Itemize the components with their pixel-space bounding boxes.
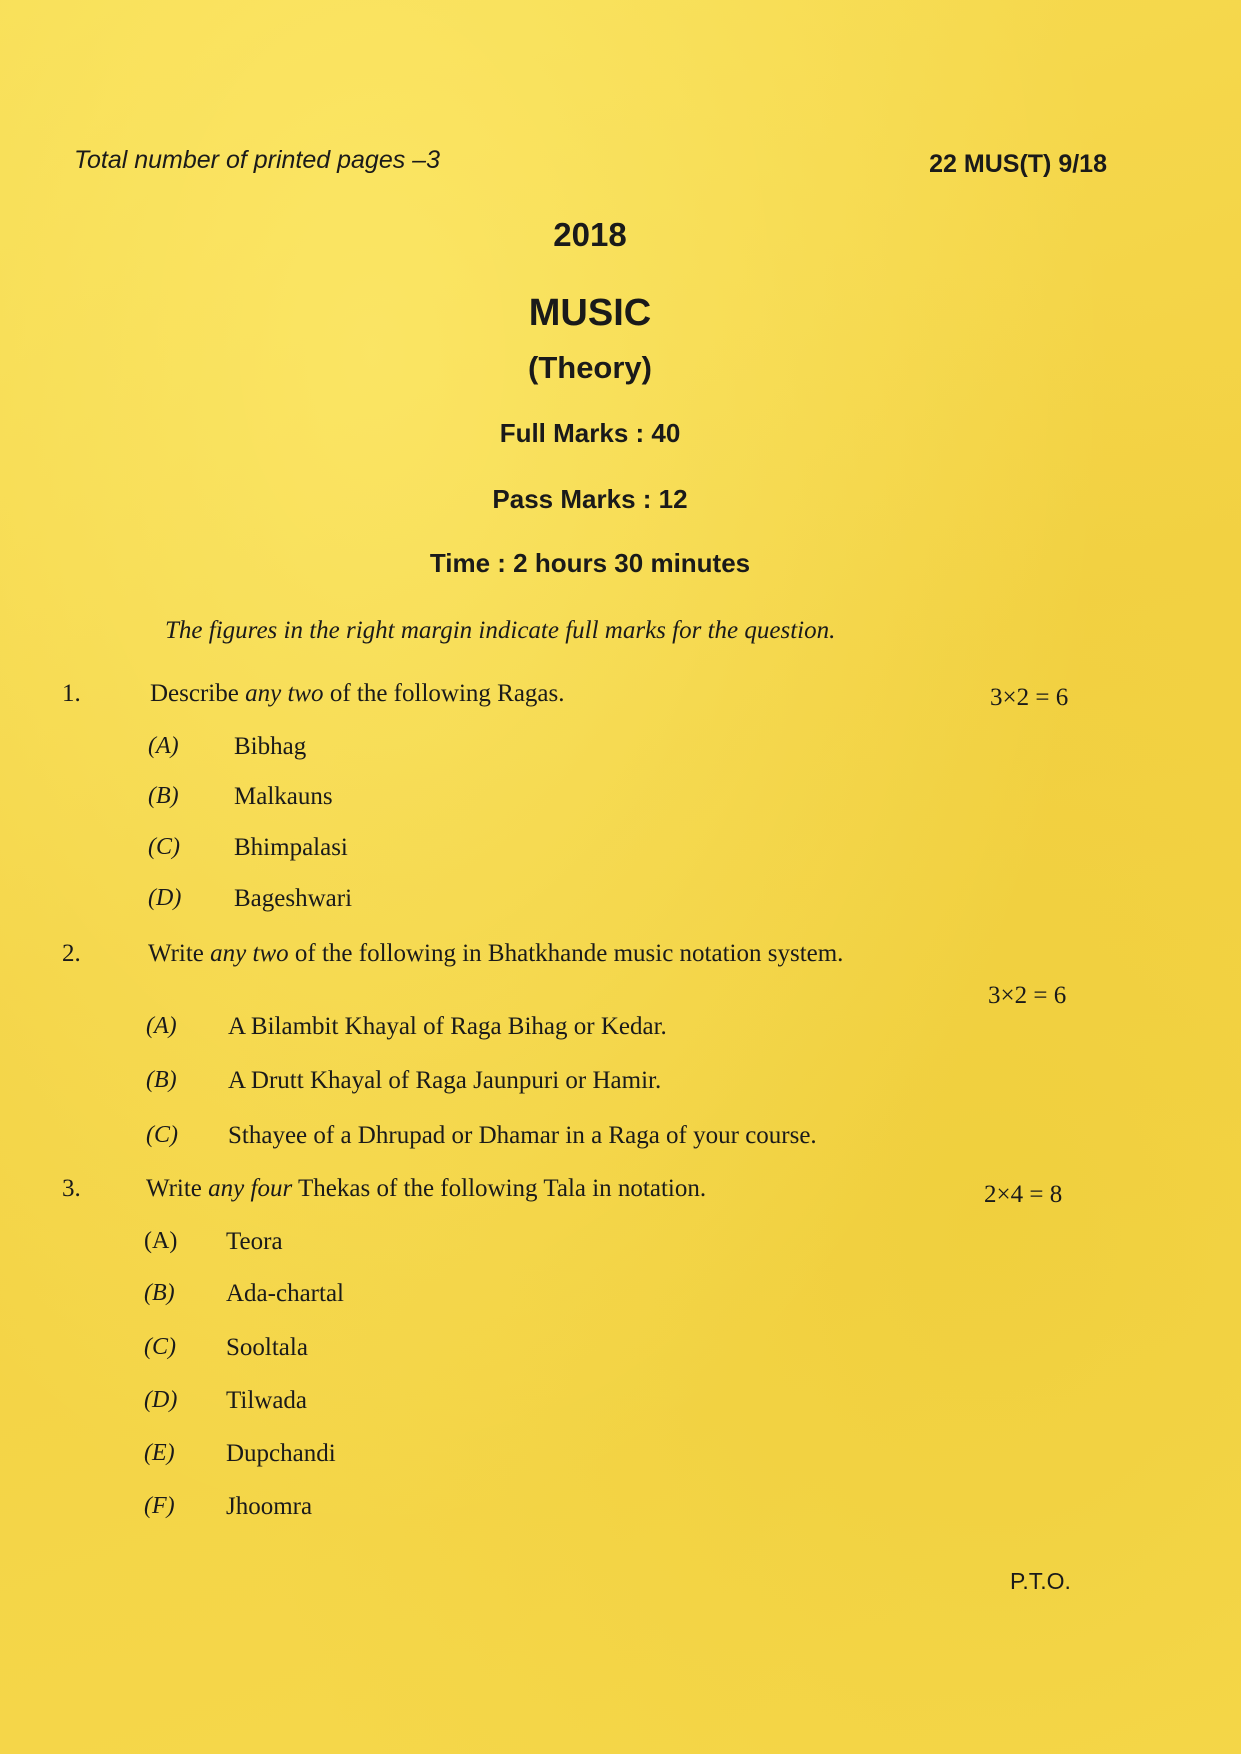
question-1-option-text: Malkauns xyxy=(234,783,333,810)
question-3-text-before: Write xyxy=(146,1175,209,1202)
question-2-option-text: A Bilambit Khayal of Raga Bihag or Kedar. xyxy=(228,1013,667,1040)
question-3-option-text: Dupchandi xyxy=(226,1440,336,1467)
question-3-marks: 2×4 = 8 xyxy=(984,1181,1063,1208)
question-2-option-letter: (C) xyxy=(146,1122,178,1148)
question-1-option-text: Bibhag xyxy=(234,733,307,760)
question-1-option-letter: (D) xyxy=(148,885,182,911)
question-2-number: 2. xyxy=(62,940,81,967)
pass-marks: Pass Marks : 12 xyxy=(492,484,688,514)
question-3-option-text: Teora xyxy=(226,1228,283,1255)
question-1-text xyxy=(150,680,565,708)
question-3-option-text: Tilwada xyxy=(226,1387,308,1414)
question-2-text-after: of the following in Bhatkhande music notation system. xyxy=(288,940,844,967)
question-1-number: 1. xyxy=(62,680,81,707)
marks-instruction: The figures in the right margin indicate full marks for the question. xyxy=(165,617,836,644)
subject-subtitle: (Theory) xyxy=(528,350,652,385)
question-2-text-before: Write xyxy=(148,940,211,967)
question-1-option-text: Bhimpalasi xyxy=(234,834,348,861)
paper-code: 22 MUS(T) 9/18 xyxy=(929,150,1107,178)
question-3-option-text: Ada-chartal xyxy=(226,1280,344,1307)
full-marks: Full Marks : 40 xyxy=(499,418,681,448)
question-2-option-text: Sthayee of a Dhrupad or Dhamar in a Raga of your course. xyxy=(228,1122,817,1149)
exam-year: 2018 xyxy=(553,216,627,253)
question-2-text-emphasis: any two xyxy=(210,940,289,967)
question-1-text-emphasis: any two xyxy=(245,680,324,707)
question-3-text xyxy=(146,1175,706,1203)
question-1-marks: 3×2 = 6 xyxy=(990,684,1069,711)
question-3-option-letter: (E) xyxy=(144,1440,175,1466)
question-1-option-text: Bageshwari xyxy=(234,885,353,912)
exam-time: Time : 2 hours 30 minutes xyxy=(429,548,751,578)
question-3-option-text: Sooltala xyxy=(226,1334,308,1361)
question-3-option-letter: (F) xyxy=(144,1493,175,1519)
question-3-option-letter: (A) xyxy=(144,1228,178,1254)
printed-pages-note: Total number of printed pages –3 xyxy=(74,146,440,174)
question-2-option-letter: (B) xyxy=(146,1067,177,1093)
question-1-option-letter: (B) xyxy=(148,783,179,809)
question-3-text-after: Thekas of the following Tala in notation. xyxy=(292,1175,707,1202)
question-2-option-text: A Drutt Khayal of Raga Jaunpuri or Hamir. xyxy=(228,1067,662,1094)
question-3-option-text: Jhoomra xyxy=(226,1493,313,1520)
subject-title: MUSIC xyxy=(528,292,652,334)
please-turn-over: P.T.O. xyxy=(1010,1568,1071,1594)
question-2-marks: 3×2 = 6 xyxy=(988,982,1067,1009)
question-1-option-letter: (A) xyxy=(148,733,179,759)
question-2-text xyxy=(148,940,843,968)
question-3-option-letter: (D) xyxy=(144,1387,178,1413)
question-3-option-letter: (B) xyxy=(144,1280,175,1306)
question-1-text-before: Describe xyxy=(150,680,246,707)
question-3-option-letter: (C) xyxy=(144,1334,176,1360)
question-3-number: 3. xyxy=(62,1175,81,1202)
question-1-option-letter: (C) xyxy=(148,834,180,860)
question-2-option-letter: (A) xyxy=(146,1013,177,1039)
question-3-text-emphasis: any four xyxy=(208,1175,293,1202)
question-1-text-after: of the following Ragas. xyxy=(323,680,565,707)
